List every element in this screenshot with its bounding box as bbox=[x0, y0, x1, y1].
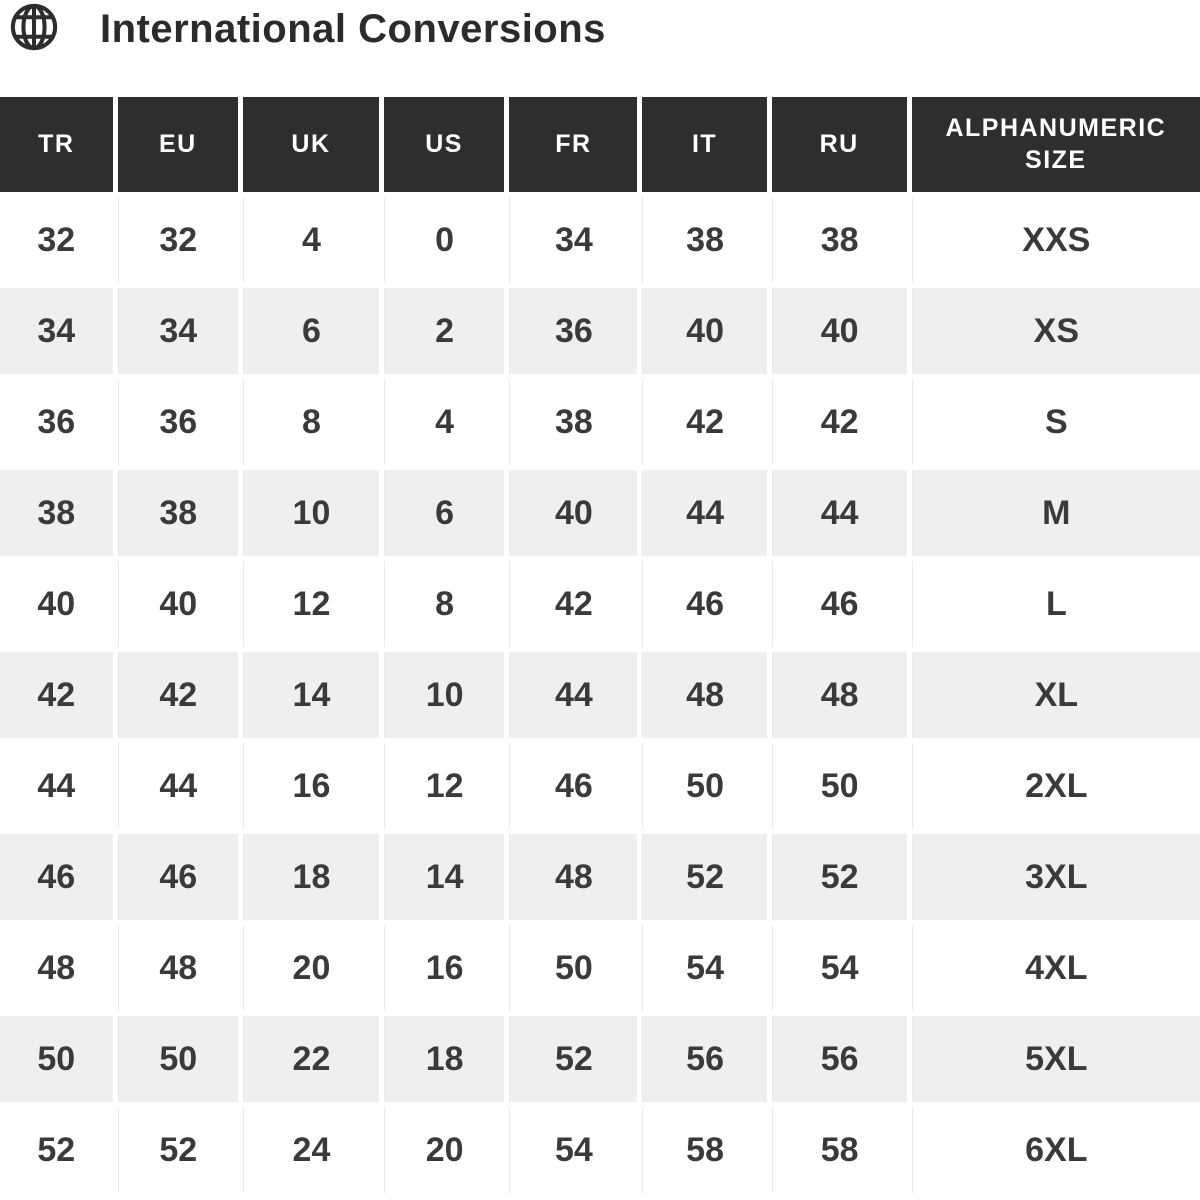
table-cell: 50 bbox=[0, 1016, 113, 1102]
table-cell: XS bbox=[912, 288, 1200, 374]
page-title: International Conversions bbox=[100, 6, 606, 51]
table-cell: 46 bbox=[642, 561, 766, 647]
table-cell: 46 bbox=[509, 743, 637, 829]
table-cell: 22 bbox=[243, 1016, 379, 1102]
table-cell: 14 bbox=[243, 652, 379, 738]
table-cell: 18 bbox=[243, 834, 379, 920]
table-cell: 6 bbox=[384, 470, 504, 556]
table-cell: 48 bbox=[772, 652, 907, 738]
column-header-uk bbox=[243, 97, 379, 192]
column-header-label: US bbox=[425, 129, 463, 158]
column-header-alphanumeric-size bbox=[912, 97, 1200, 192]
table-cell: 36 bbox=[0, 379, 113, 465]
table-cell: 44 bbox=[0, 743, 113, 829]
table-cell: 56 bbox=[772, 1016, 907, 1102]
column-header-label: FR bbox=[555, 129, 592, 158]
page-header bbox=[0, 0, 1200, 58]
table-cell: 32 bbox=[0, 197, 113, 283]
column-header-eu bbox=[118, 97, 238, 192]
table-cell: 48 bbox=[509, 834, 637, 920]
table-cell: 46 bbox=[118, 834, 238, 920]
table-cell: 16 bbox=[384, 925, 504, 1011]
table-cell: 52 bbox=[509, 1016, 637, 1102]
column-header-label: TR bbox=[38, 129, 75, 158]
table-cell: 40 bbox=[0, 561, 113, 647]
column-header-tr bbox=[0, 97, 113, 192]
table-cell: 38 bbox=[509, 379, 637, 465]
table-cell: 2XL bbox=[912, 743, 1200, 829]
column-header-label: UK bbox=[291, 129, 331, 158]
table-cell: 40 bbox=[772, 288, 907, 374]
table-cell: 34 bbox=[509, 197, 637, 283]
table-cell: 20 bbox=[384, 1107, 504, 1193]
table-cell: 10 bbox=[384, 652, 504, 738]
table-cell: 50 bbox=[509, 925, 637, 1011]
table-cell: 48 bbox=[0, 925, 113, 1011]
table-cell: 50 bbox=[118, 1016, 238, 1102]
table-cell: 38 bbox=[0, 470, 113, 556]
table-cell: 34 bbox=[0, 288, 113, 374]
table-cell: 4XL bbox=[912, 925, 1200, 1011]
column-header-ru bbox=[772, 97, 907, 192]
table-cell: 48 bbox=[642, 652, 766, 738]
table-cell: S bbox=[912, 379, 1200, 465]
column-header-us bbox=[384, 97, 504, 192]
table-cell: 52 bbox=[772, 834, 907, 920]
table-cell: 16 bbox=[243, 743, 379, 829]
table-cell: 42 bbox=[642, 379, 766, 465]
column-header-label: RU bbox=[819, 129, 859, 158]
table-cell: 8 bbox=[384, 561, 504, 647]
column-header-label: ALPHANUMERIC SIZE bbox=[945, 114, 1167, 174]
table-cell: 46 bbox=[772, 561, 907, 647]
table-cell: 54 bbox=[642, 925, 766, 1011]
table-cell: 48 bbox=[118, 925, 238, 1011]
table-cell: 40 bbox=[509, 470, 637, 556]
table-cell: 40 bbox=[118, 561, 238, 647]
column-header-label: EU bbox=[158, 129, 197, 158]
table-cell: 40 bbox=[642, 288, 766, 374]
table-cell: 54 bbox=[772, 925, 907, 1011]
table-cell: XXS bbox=[912, 197, 1200, 283]
globe-icon bbox=[8, 1, 60, 53]
table-cell: 24 bbox=[243, 1107, 379, 1193]
table-cell: 20 bbox=[243, 925, 379, 1011]
table-cell: 34 bbox=[118, 288, 238, 374]
table-cell: 52 bbox=[118, 1107, 238, 1193]
table-cell: 54 bbox=[509, 1107, 637, 1193]
table-cell: 4 bbox=[243, 197, 379, 283]
table-cell: 3XL bbox=[912, 834, 1200, 920]
table-cell: 58 bbox=[642, 1107, 766, 1193]
table-cell: 56 bbox=[642, 1016, 766, 1102]
table-cell: 44 bbox=[642, 470, 766, 556]
table-cell: 50 bbox=[642, 743, 766, 829]
table-cell: 32 bbox=[118, 197, 238, 283]
table-cell: 52 bbox=[0, 1107, 113, 1193]
table-cell: 0 bbox=[384, 197, 504, 283]
table-cell: 46 bbox=[0, 834, 113, 920]
table-cell: 38 bbox=[772, 197, 907, 283]
table-cell: 12 bbox=[243, 561, 379, 647]
column-header-label: IT bbox=[691, 129, 718, 158]
table-cell: 38 bbox=[642, 197, 766, 283]
table-cell: 5XL bbox=[912, 1016, 1200, 1102]
table-cell: 50 bbox=[772, 743, 907, 829]
table-cell: 10 bbox=[243, 470, 379, 556]
table-cell: 6XL bbox=[912, 1107, 1200, 1193]
table-cell: 36 bbox=[509, 288, 637, 374]
table-cell: 42 bbox=[509, 561, 637, 647]
table-cell: 58 bbox=[772, 1107, 907, 1193]
table-cell: 44 bbox=[772, 470, 907, 556]
table-cell: 42 bbox=[118, 652, 238, 738]
table-cell: 14 bbox=[384, 834, 504, 920]
table-cell: 42 bbox=[0, 652, 113, 738]
table-cell: 12 bbox=[384, 743, 504, 829]
table-cell: 42 bbox=[772, 379, 907, 465]
table-cell: M bbox=[912, 470, 1200, 556]
table-cell: 4 bbox=[384, 379, 504, 465]
conversion-table bbox=[0, 97, 1200, 1193]
table-cell: 38 bbox=[118, 470, 238, 556]
table-cell: L bbox=[912, 561, 1200, 647]
table-cell: 36 bbox=[118, 379, 238, 465]
table-cell: 52 bbox=[642, 834, 766, 920]
table-cell: 2 bbox=[384, 288, 504, 374]
table-cell: 8 bbox=[243, 379, 379, 465]
table-cell: 18 bbox=[384, 1016, 504, 1102]
table-cell: 6 bbox=[243, 288, 379, 374]
column-header-it bbox=[642, 97, 766, 192]
table-cell: 44 bbox=[509, 652, 637, 738]
column-header-fr bbox=[509, 97, 637, 192]
table-cell: XL bbox=[912, 652, 1200, 738]
table-cell: 44 bbox=[118, 743, 238, 829]
